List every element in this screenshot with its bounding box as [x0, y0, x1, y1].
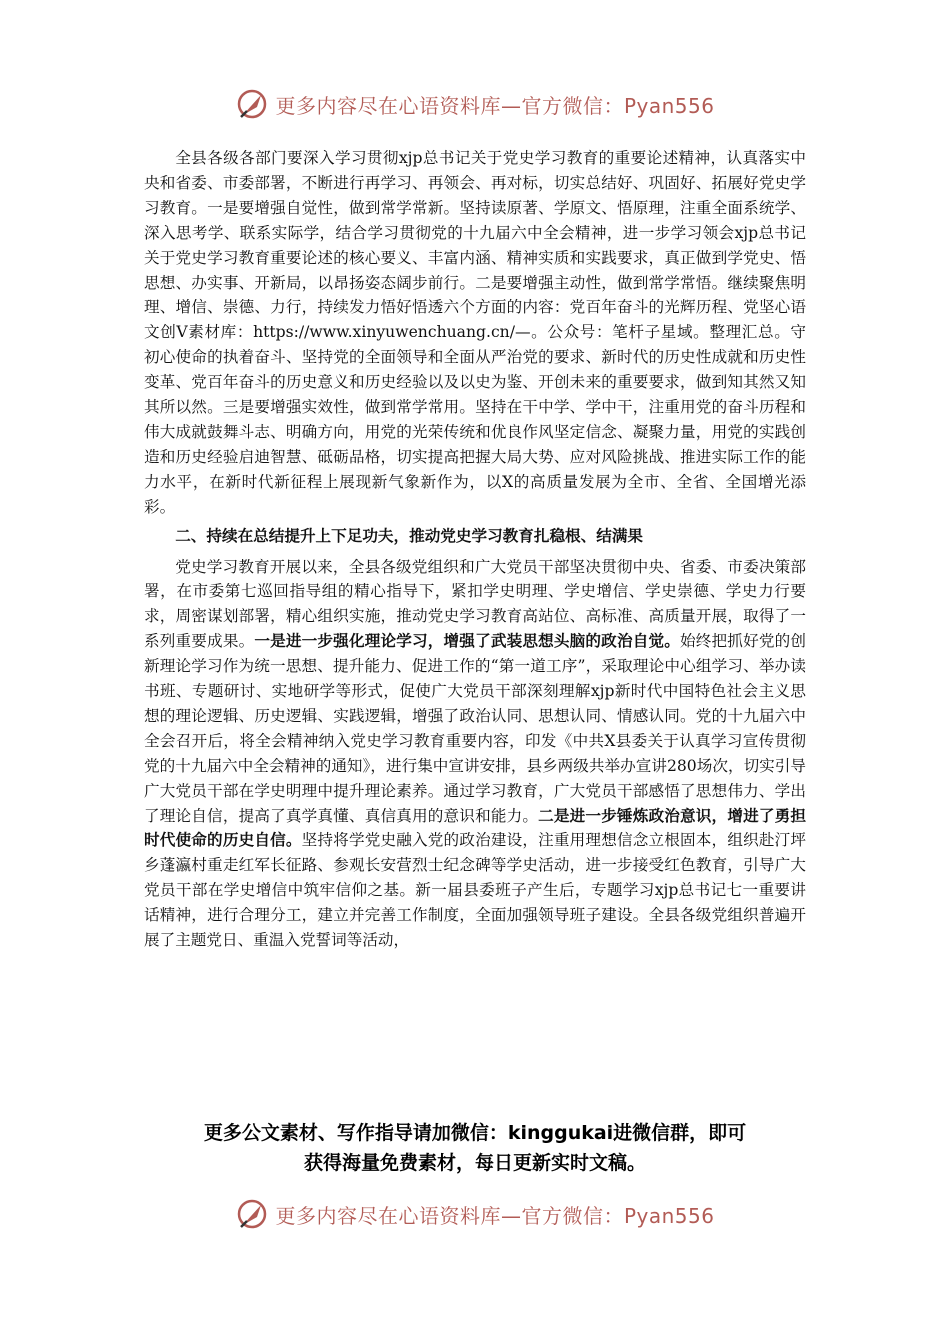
footer-banner-text: 更多内容尽在心语资料库—官方微信：Pyan556	[275, 1203, 715, 1228]
paragraph-2-point-1-text: 始终把抓好党的创新理论学习作为统一思想、提升能力、促进工作的“第一道工序”，采取理论中心组学习、举办读书班、专题研讨、实地研学等形式，促使广大党员干部深刻理解xjp新时代中国特色社会主义思想的理论逻辑、历史逻辑、实践逻辑，增强了政治认同、思想认同、情感认同。党的十九届六中全会召开后，将全会精神纳入党史学习教育重要内容，印发《中共X县委关于认真学习宣传贯彻党的十九届六中全会精神的通知》，进行集中宣讲安排，县乡两级共举办宣讲280场次，切实引导广大党员干部在学史明理中提升理论素养。通过学习教育，广大党员干部感悟了思想伟力、学出了理论自信，提高了真学真懂、真信真用的意识和能力。	[144, 632, 806, 825]
document-body	[144, 146, 806, 953]
quill-logo-icon	[235, 1197, 269, 1231]
point-1-bold: 一是进一步强化理论学习，增强了武装思想头脑的政治自觉。	[254, 632, 681, 651]
promo-line-2: 获得海量免费素材，每日更新实时文稿。	[303, 1152, 646, 1174]
paragraph-2-intro: 党史学习教育开展以来，全县各级党组织和广大党员干部坚决贯彻中央、省委、市委决策部署，在市委第七巡回指导组的精心指导下，紧扣学史明理、学史增信、学史崇德、学史力行要求，周密谋划部署，精心组织实施，推动党史学习教育高站位、高标准、高质量开展，取得了一系列重要成果。	[144, 557, 806, 651]
paragraph-2-point-2-text: 坚持将学党史融入党的政治建设，注重用理想信念立根固本，组织赴汀坪乡蓬瀛村重走红军长征路、参观长安营烈士纪念碑等学史活动，进一步接受红色教育，引导广大党员干部在学史增信中筑牢信仰之基。新一届县委班子产生后，专题学习xjp总书记七一重要讲话精神，进行合理分工，建立并完善工作制度，全面加强领导班子建设。全县各级党组织普遍开展了主题党日、重温入党誓词等活动，	[144, 831, 806, 950]
point-2-bold: 二是进一步锤炼政治意识，增进了勇担时代使命的历史自信。	[144, 806, 806, 850]
header-watermark-banner	[0, 84, 950, 124]
header-banner-text: 更多内容尽在心语资料库—官方微信：Pyan556	[275, 93, 715, 118]
paragraph-1: 全县各级各部门要深入学习贯彻xjp总书记关于党史学习教育的重要论述精神，认真落实中央和省委、市委部署，不断进行再学习、再领会、再对标，切实总结好、巩固好、拓展好党史学习教育。一是要增强自觉性，做到常学常新。坚持读原著、学原文、悟原理，注重全面系统学、深入思考学、联系实际学，结合学习贯彻党的十九届六中全会精神，进一步学习领会xjp总书记关于党史学习教育重要论述的核心要义、丰富内涵、精神实质和实践要求，真正做到学党史、悟思想、办实事、开新局，以昂扬姿态阔步前行。二是要增强主动性，做到常学常悟。继续聚焦明理、增信、崇德、力行，持续发力悟好悟透六个方面的内容：党百年奋斗的光辉历程、党坚心语文创Ⅴ素材库：https://www.xinyuwenchuang.cn/—。公众号：笔杆子星域。整理汇总。守初心使命的执着奋斗、坚持党的全面领导和全面从严治党的要求、新时代的历史性成就和历史性变革、党百年奋斗的历史意义和历史经验以及以史为鉴、开创未来的重要要求，做到知其然又知其所以然。三是要增强实效性，做到常学常用。坚持在干中学、学中干，注重用党的奋斗历程和伟大成就鼓舞斗志、明确方向，用党的光荣传统和优良作风坚定信念、凝聚力量，用党的实践创造和历史经验启迪智慧、砥砺品格，切实提高把握大局大势、应对风险挑战、推进实际工作的能力水平，在新时代新征程上展现新气象新作为，以X的高质量发展为全市、全省、全国增光添彩。	[144, 149, 806, 516]
promo-line-1: 更多公文素材、写作指导请加微信：kinggukai进微信群，即可	[203, 1122, 747, 1144]
section-heading-2: 二、持续在总结提升上下足功夫，推动党史学习教育扎稳根、结满果	[175, 526, 644, 545]
promo-notice	[120, 1118, 830, 1178]
footer-watermark-banner	[0, 1194, 950, 1234]
quill-logo-icon	[235, 87, 269, 121]
paragraph-2	[144, 555, 806, 954]
